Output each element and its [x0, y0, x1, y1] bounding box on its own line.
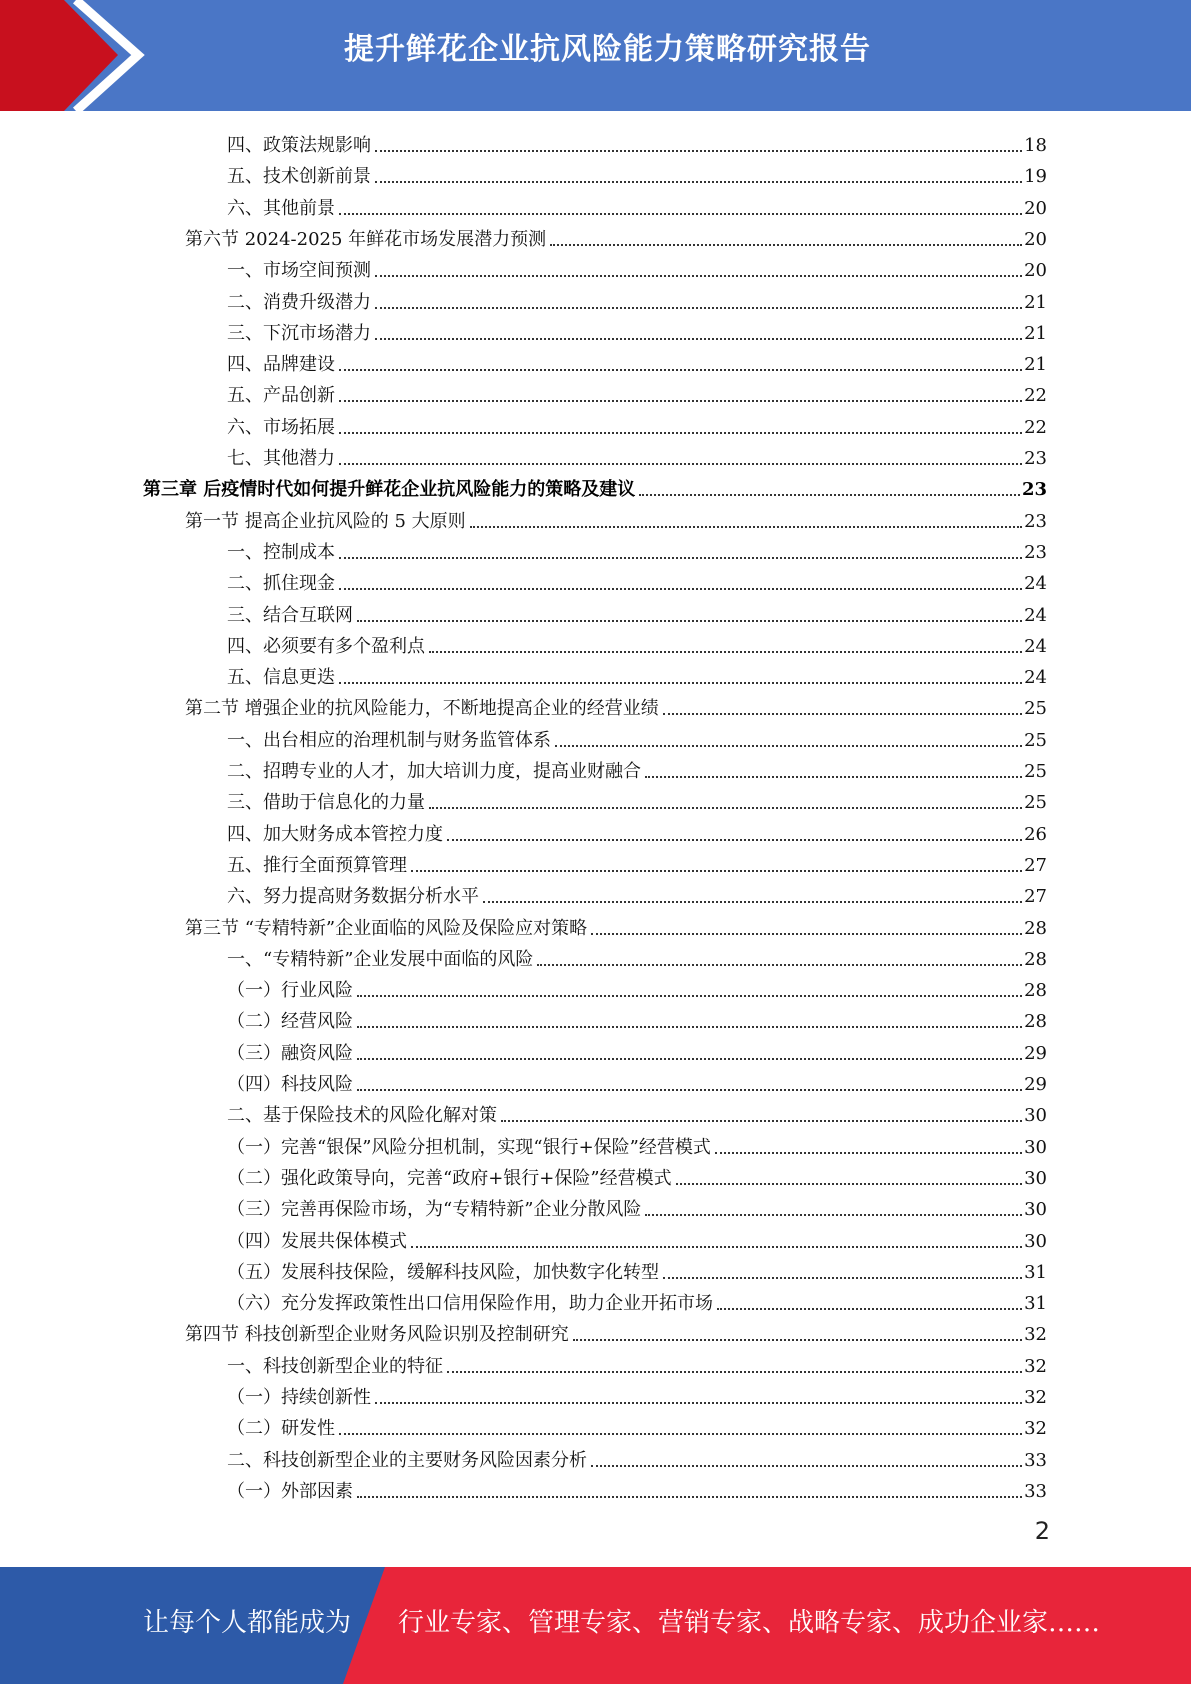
toc-dot-leader — [645, 1213, 1022, 1216]
toc-subsection-entry[interactable] — [227, 628, 1047, 659]
toc-entry-page: 30 — [1024, 1199, 1047, 1221]
toc-entry-label: （一）持续创新性 — [227, 1387, 371, 1408]
toc-subsection-entry[interactable] — [227, 1097, 1047, 1128]
toc-entry-label: 五、信息更迭 — [227, 667, 335, 689]
toc-subsection-entry[interactable] — [227, 1379, 1047, 1410]
toc-dot-leader — [537, 963, 1022, 966]
toc-entry-page: 25 — [1024, 698, 1047, 720]
toc-dot-leader — [357, 1495, 1022, 1498]
toc-entry-label: 二、基于保险技术的风险化解对策 — [227, 1105, 497, 1127]
toc-entry-page: 30 — [1024, 1136, 1047, 1158]
toc-subsection-entry[interactable] — [227, 941, 1047, 972]
toc-entry-page: 28 — [1024, 917, 1047, 939]
toc-entry-page: 25 — [1024, 792, 1047, 814]
toc-chapter-entry[interactable] — [143, 471, 1047, 502]
toc-entry-label: 四、加大财务成本管控力度 — [227, 823, 443, 845]
toc-subsection-entry[interactable] — [227, 1003, 1047, 1034]
toc-subsection-entry[interactable] — [227, 252, 1047, 283]
toc-entry-label: 五、技术创新前景 — [227, 166, 371, 188]
toc-dot-leader — [411, 1245, 1022, 1248]
toc-dot-leader — [375, 149, 1022, 152]
toc-entry-label: 一、控制成本 — [227, 541, 335, 563]
toc-entry-label: 五、推行全面预算管理 — [227, 854, 407, 876]
toc-entry-page: 29 — [1024, 1074, 1047, 1095]
toc-dot-leader — [357, 619, 1022, 622]
toc-entry-page: 19 — [1024, 166, 1047, 188]
toc-entry-page: 25 — [1024, 761, 1047, 782]
footer-slogan-left: 让每个人都能成为 — [143, 1608, 352, 1638]
toc-entry-label: 三、结合互联网 — [227, 604, 353, 626]
toc-dot-leader — [339, 587, 1022, 590]
toc-dot-leader — [555, 744, 1022, 747]
toc-entry-label: 三、借助于信息化的力量 — [227, 792, 425, 814]
toc-entry-label: （一）外部因素 — [227, 1480, 353, 1502]
toc-dot-leader — [339, 1432, 1022, 1435]
toc-entry-page: 22 — [1024, 416, 1047, 438]
toc-entry-page: 33 — [1024, 1480, 1047, 1502]
toc-dot-leader — [375, 1401, 1022, 1404]
toc-dot-leader — [715, 1151, 1022, 1154]
toc-entry-page: 23 — [1024, 541, 1047, 563]
toc-section-entry[interactable] — [185, 690, 1047, 721]
toc-dot-leader — [573, 1338, 1022, 1341]
toc-entry-label: 六、其他前景 — [227, 197, 335, 219]
toc-entry-label: （三）完善再保险市场，为“专精特新”企业分散风险 — [227, 1199, 642, 1221]
toc-dot-leader — [429, 650, 1022, 653]
toc-entry-page: 30 — [1024, 1105, 1047, 1127]
toc-entry-page: 28 — [1024, 948, 1047, 970]
toc-dot-leader — [501, 1119, 1022, 1122]
toc-entry-page: 27 — [1024, 886, 1047, 908]
toc-entry-page: 20 — [1024, 197, 1047, 219]
toc-subsection-entry[interactable] — [227, 534, 1047, 565]
toc-subsection-entry[interactable] — [227, 972, 1047, 1003]
footer-banner — [0, 1567, 1191, 1684]
toc-entry-label: （二）强化政策导向，完善“政府+银行+保险”经营模式 — [227, 1167, 672, 1189]
toc-subsection-entry[interactable] — [227, 847, 1047, 878]
toc-section-entry[interactable] — [185, 221, 1047, 252]
toc-entry-page: 24 — [1024, 635, 1047, 657]
toc-entry-label: （二）研发性 — [227, 1418, 335, 1440]
toc-entry-page: 25 — [1024, 729, 1047, 751]
toc-dot-leader — [339, 462, 1022, 465]
toc-entry-page: 32 — [1024, 1418, 1047, 1440]
toc-subsection-entry[interactable] — [227, 1191, 1047, 1222]
toc-subsection-entry[interactable] — [227, 1223, 1047, 1254]
toc-subsection-entry[interactable] — [227, 158, 1047, 189]
toc-subsection-entry[interactable] — [227, 753, 1047, 784]
toc-dot-leader — [357, 1057, 1022, 1060]
toc-subsection-entry[interactable] — [227, 816, 1047, 847]
toc-dot-leader — [470, 525, 1022, 528]
toc-entry-page: 30 — [1024, 1230, 1047, 1252]
toc-entry-label: 一、科技创新型企业的特征 — [227, 1355, 443, 1377]
toc-subsection-entry[interactable] — [227, 1066, 1047, 1097]
toc-subsection-entry[interactable] — [227, 377, 1047, 408]
toc-entry-label: 二、消费升级潜力 — [227, 291, 371, 313]
toc-entry-label: 四、必须要有多个盈利点 — [227, 635, 425, 657]
toc-entry-label: 四、政策法规影响 — [227, 135, 371, 156]
toc-subsection-entry[interactable] — [227, 565, 1047, 596]
toc-dot-leader — [639, 493, 1020, 496]
header-banner — [0, 0, 1191, 111]
toc-entry-label: （五）发展科技保险，缓解科技风险，加快数字化转型 — [227, 1261, 659, 1283]
toc-entry-label: （二）经营风险 — [227, 1011, 353, 1033]
toc-entry-page: 21 — [1024, 322, 1047, 344]
toc-entry-label: （一）行业风险 — [227, 980, 353, 1002]
toc-dot-leader — [339, 399, 1022, 402]
toc-entry-label: 二、科技创新型企业的主要财务风险因素分析 — [227, 1449, 587, 1471]
toc-dot-leader — [339, 368, 1022, 371]
toc-dot-leader — [676, 1182, 1023, 1185]
toc-entry-page: 23 — [1021, 479, 1047, 501]
toc-dot-leader — [375, 306, 1022, 309]
toc-entry-label: 第六节 2024-2025 年鲜花市场发展潜力预测 — [185, 228, 547, 250]
toc-section-entry[interactable] — [185, 503, 1047, 534]
toc-subsection-entry[interactable] — [227, 346, 1047, 377]
toc-entry-page: 32 — [1024, 1324, 1047, 1346]
toc-entry-page: 31 — [1024, 1293, 1047, 1315]
toc-entry-page: 30 — [1024, 1167, 1047, 1189]
toc-entry-page: 27 — [1024, 854, 1047, 876]
toc-section-entry[interactable] — [185, 1316, 1047, 1347]
toc-entry-page: 18 — [1024, 135, 1047, 156]
toc-subsection-entry[interactable] — [227, 659, 1047, 690]
toc-dot-leader — [339, 212, 1022, 215]
toc-entry-page: 31 — [1024, 1261, 1047, 1283]
toc-entry-label: （六）充分发挥政策性出口信用保险作用，助力企业开拓市场 — [227, 1293, 713, 1315]
toc-subsection-entry[interactable] — [227, 722, 1047, 753]
toc-entry-page: 20 — [1024, 260, 1047, 282]
toc-dot-leader — [429, 806, 1022, 809]
toc-subsection-entry[interactable] — [227, 127, 1047, 158]
toc-subsection-entry[interactable] — [227, 784, 1047, 815]
page-number: 2 — [1034, 1517, 1050, 1545]
toc-subsection-entry[interactable] — [227, 1410, 1047, 1441]
toc-subsection-entry[interactable] — [227, 1160, 1047, 1191]
toc-section-entry[interactable] — [185, 910, 1047, 941]
toc-entry-label: 第四节 科技创新型企业财务风险识别及控制研究 — [185, 1324, 569, 1346]
toc-dot-leader — [717, 1307, 1022, 1310]
toc-entry-label: 一、“专精特新”企业发展中面临的风险 — [227, 948, 534, 970]
toc-dot-leader — [339, 681, 1022, 684]
toc-subsection-entry[interactable] — [227, 409, 1047, 440]
toc-subsection-entry[interactable] — [227, 1473, 1047, 1504]
toc-dot-leader — [357, 1088, 1022, 1091]
toc-entry-label: （一）完善“银保”风险分担机制，实现“银行+保险”经营模式 — [227, 1136, 711, 1158]
toc-entry-label: 第三节 “专精特新”企业面临的风险及保险应对策略 — [185, 917, 588, 939]
toc-entry-page: 32 — [1024, 1355, 1047, 1377]
toc-dot-leader — [645, 775, 1022, 778]
toc-dot-leader — [357, 1025, 1022, 1028]
toc-entry-page: 23 — [1024, 510, 1047, 532]
toc-dot-leader — [663, 712, 1022, 715]
toc-dot-leader — [375, 337, 1022, 340]
toc-dot-leader — [339, 556, 1022, 559]
toc-dot-leader — [375, 274, 1022, 277]
toc-entry-page: 28 — [1024, 1011, 1047, 1033]
footer-slogan-right: 行业专家、管理专家、营销专家、战略专家、成功企业家…… — [398, 1608, 1101, 1638]
toc-subsection-entry[interactable] — [227, 1035, 1047, 1066]
toc-entry-page: 21 — [1024, 291, 1047, 313]
toc-entry-page: 24 — [1024, 573, 1047, 595]
toc-entry-page: 24 — [1024, 667, 1047, 689]
toc-dot-leader — [411, 869, 1022, 872]
toc-entry-label: 六、努力提高财务数据分析水平 — [227, 886, 479, 908]
toc-subsection-entry[interactable] — [227, 1442, 1047, 1473]
toc-entry-label: （四）发展共保体模式 — [227, 1230, 407, 1252]
toc-entry-label: 第三章 后疫情时代如何提升鲜花企业抗风险能力的策略及建议 — [143, 479, 636, 501]
toc-subsection-entry[interactable] — [227, 1348, 1047, 1379]
toc-entry-page: 28 — [1024, 980, 1047, 1002]
toc-entry-label: （四）科技风险 — [227, 1074, 353, 1095]
toc-entry-page: 21 — [1024, 354, 1047, 376]
toc-subsection-entry[interactable] — [227, 440, 1047, 471]
toc-dot-leader — [591, 1464, 1022, 1467]
toc-dot-leader — [447, 1370, 1022, 1373]
toc-entry-page: 29 — [1024, 1042, 1047, 1064]
toc-entry-label: 三、下沉市场潜力 — [227, 322, 371, 344]
toc-dot-leader — [357, 994, 1022, 997]
toc-subsection-entry[interactable] — [227, 597, 1047, 628]
toc-entry-label: 一、出台相应的治理机制与财务监管体系 — [227, 729, 551, 751]
toc-entry-label: 四、品牌建设 — [227, 354, 335, 376]
toc-dot-leader — [375, 180, 1022, 183]
toc-entry-label: （三）融资风险 — [227, 1042, 353, 1064]
toc-subsection-entry[interactable] — [227, 284, 1047, 315]
toc-entry-label: 一、市场空间预测 — [227, 260, 371, 282]
toc-entry-label: 五、产品创新 — [227, 385, 335, 407]
toc-entry-page: 24 — [1024, 604, 1047, 626]
toc-entry-label: 二、抓住现金 — [227, 573, 335, 595]
toc-subsection-entry[interactable] — [227, 1129, 1047, 1160]
toc-subsection-entry[interactable] — [227, 1285, 1047, 1316]
toc-dot-leader — [591, 932, 1022, 935]
toc-entry-label: 六、市场拓展 — [227, 416, 335, 438]
toc-entry-page: 26 — [1024, 823, 1047, 845]
toc-dot-leader — [550, 243, 1022, 246]
toc-dot-leader — [663, 1276, 1022, 1279]
toc-subsection-entry[interactable] — [227, 315, 1047, 346]
toc-entry-page: 22 — [1024, 385, 1047, 407]
toc-entry-page: 20 — [1024, 228, 1047, 250]
toc-entry-label: 第一节 提高企业抗风险的 5 大原则 — [185, 510, 466, 532]
toc-entry-page: 23 — [1024, 448, 1047, 469]
toc-entry-label: 七、其他潜力 — [227, 448, 335, 469]
toc-subsection-entry[interactable] — [227, 190, 1047, 221]
toc-dot-leader — [339, 431, 1022, 434]
toc-entry-page: 33 — [1024, 1449, 1047, 1471]
report-title: 提升鲜花企业抗风险能力策略研究报告 — [344, 32, 871, 67]
toc-subsection-entry[interactable] — [227, 878, 1047, 909]
toc-entry-label: 第二节 增强企业的抗风险能力，不断地提高企业的经营业绩 — [185, 698, 659, 720]
toc-entry-label: 二、招聘专业的人才，加大培训力度，提高业财融合 — [227, 761, 641, 782]
toc-dot-leader — [483, 900, 1022, 903]
toc-subsection-entry[interactable] — [227, 1254, 1047, 1285]
toc-dot-leader — [447, 838, 1022, 841]
toc-entry-page: 32 — [1024, 1387, 1047, 1408]
